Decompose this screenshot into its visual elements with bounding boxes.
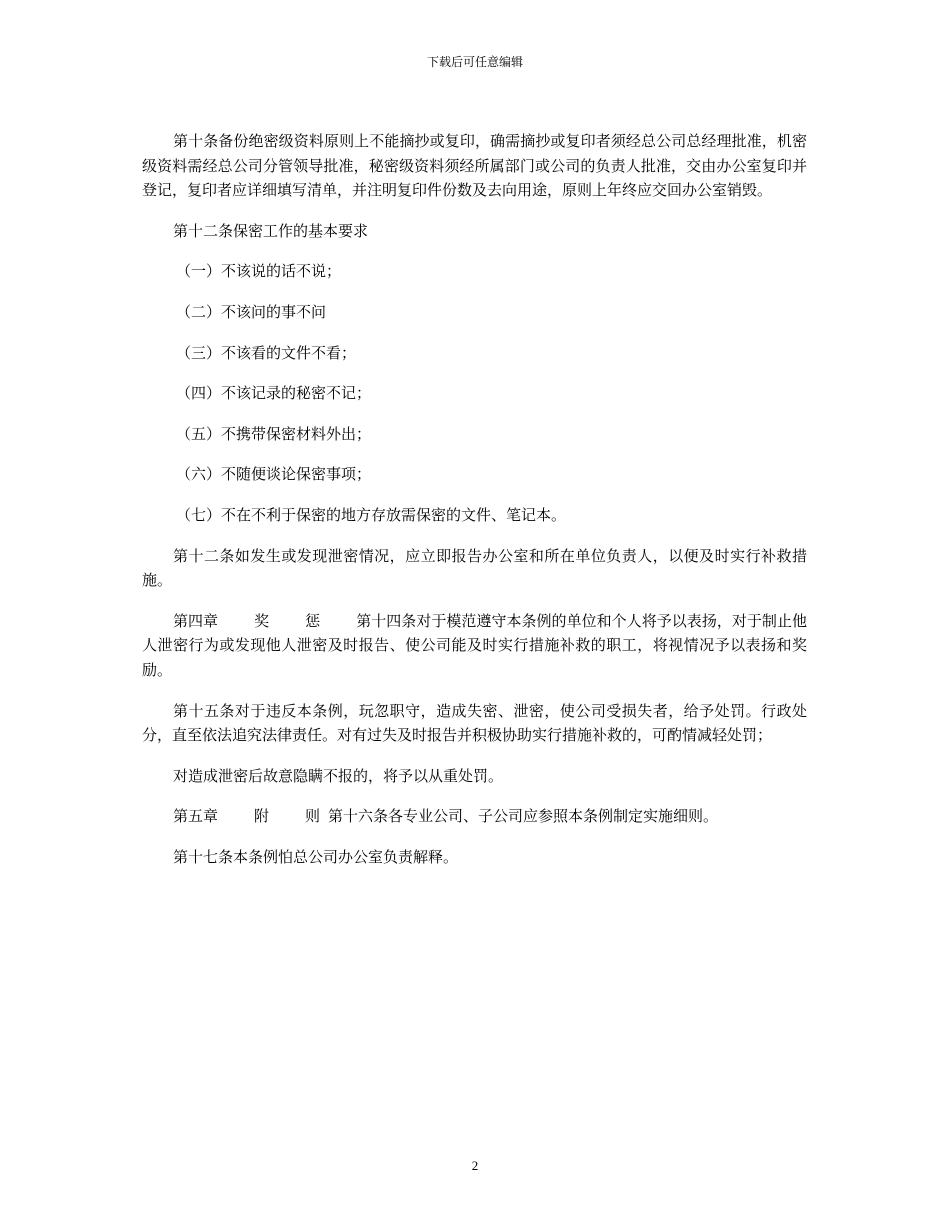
chapter-5-heading: 第五章 <box>173 807 219 826</box>
chapter-4-paragraph <box>142 609 807 683</box>
article-17: 第十七条本条例怕总公司办公室负责解释。 <box>173 847 459 866</box>
chapter-5-paragraph <box>142 804 807 829</box>
chapter-4-word-1: 奖 <box>254 611 270 630</box>
chapter-5-word-2: 则 <box>305 807 321 826</box>
list-item: （六）不随便谈论保密事项； <box>176 465 372 484</box>
page-number: 2 <box>471 1158 479 1173</box>
list-item: （二）不该问的事不问 <box>176 302 327 321</box>
list-item: （三）不该看的文件不看； <box>176 343 357 362</box>
article-10: 第十条备份绝密级资料原则上不能摘抄或复印，确需摘抄或复印者须经总公司总经理批准，机密级资料需经总公司分管领导批准，秘密级资料须经所属部门或公司的负责人批准，交由办公室复印并登记，复印者应详细填写清单，并注明复印件份数及去向用途，原则上年终应交回办公室销毁。 <box>142 132 807 200</box>
article-15: 第十五条对于违反本条例，玩忽职守，造成失密、泄密，使公司受损失者，给予处罚。行政处分，直至依法追究法律责任。对有过失及时报告并积极协助实行措施补救的，可酌情减轻处罚； <box>142 701 807 745</box>
list-item: （四）不该记录的秘密不记； <box>176 384 372 403</box>
document-body <box>142 129 807 885</box>
article-15-supplement: 对造成泄密后故意隐瞒不报的，将予以从重处罚。 <box>173 766 504 785</box>
page-header: 下载后可任意编辑 <box>426 55 523 69</box>
article-12-title: 第十二条保密工作的基本要求 <box>173 221 369 240</box>
chapter-5-word-1: 附 <box>254 807 270 826</box>
list-item: （一）不该说的话不说； <box>176 262 342 281</box>
article-14: 第十四条对于模范遵守本条例的单位和个人将予以表扬，对于制止他人泄密行为或发现他人泄密及时报告、使公司能及时实行措施补救的职工，将视情况予以表扬和奖励。 <box>142 611 807 679</box>
chapter-4-heading: 第四章 <box>173 611 219 630</box>
article-16: 第十六条各专业公司、子公司应参照本条例制定实施细则。 <box>328 807 719 826</box>
chapter-4-word-2: 惩 <box>305 611 321 630</box>
article-12-leak-report: 第十二条如发生或发现泄密情况，应立即报告办公室和所在单位负责人，以便及时实行补救措施。 <box>142 546 807 590</box>
list-item: （五）不携带保密材料外出； <box>176 424 372 443</box>
list-item: （七）不在不利于保密的地方存放需保密的文件、笔记本。 <box>176 505 567 524</box>
